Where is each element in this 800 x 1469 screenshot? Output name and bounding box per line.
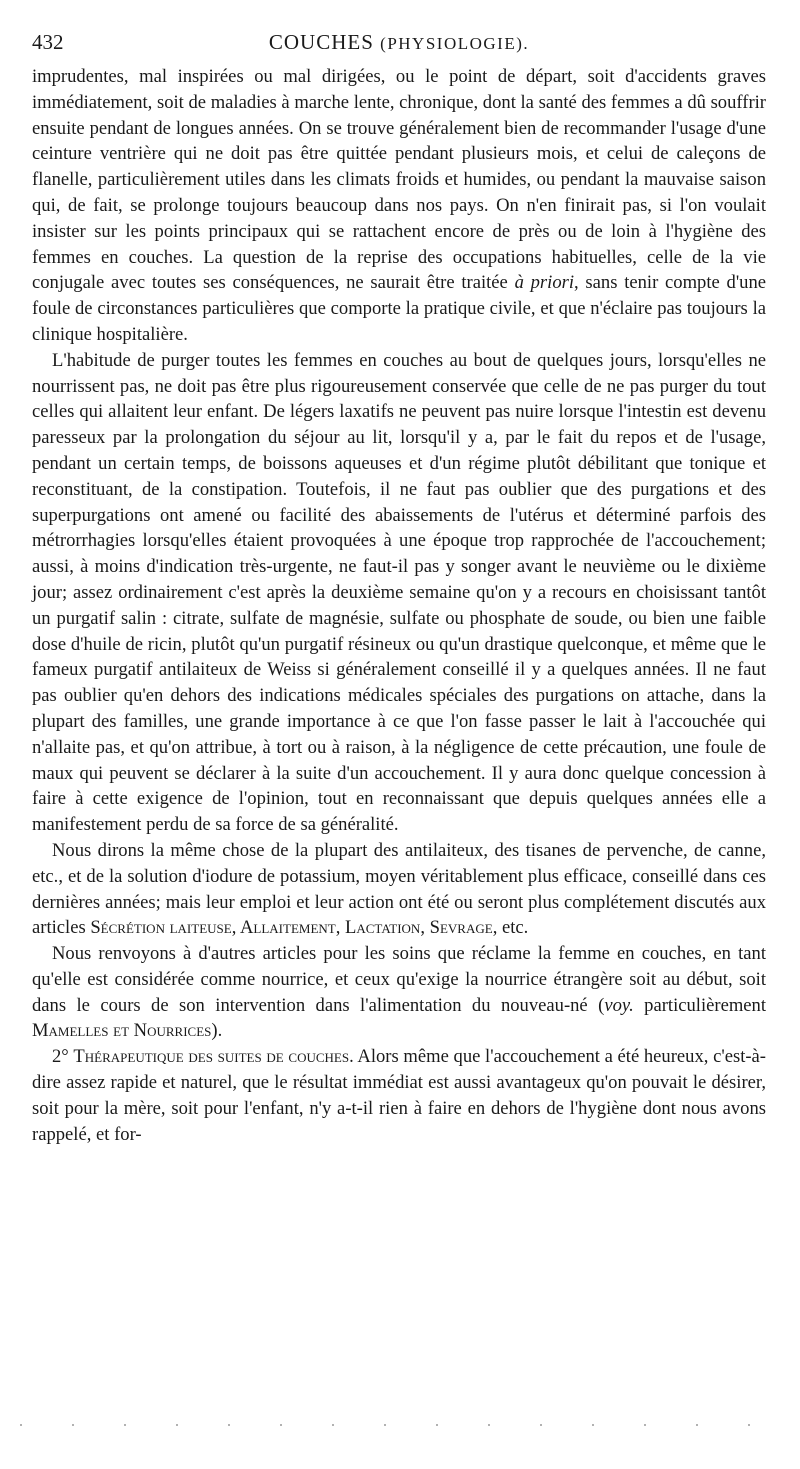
- page-header: [32, 28, 766, 58]
- italic-term: voy.: [604, 994, 634, 1016]
- paragraph-text: ).: [211, 1020, 223, 1042]
- paragraph-text: particulièrement: [633, 994, 767, 1016]
- page-number: 432: [32, 30, 64, 54]
- paragraph-text: L'habitude de purger toutes les femmes en couches au bout de quelques jours, lorsqu'elles ne nourrissent pas, ne doit pas être plus rigoureusement conservée que celle de ne pas purger du tout celles qui allaitent leur enfant. De légers laxatifs ne peuvent pas nuire lorsque l'intestin est devenu paresseux par la prolongation du séjour au lit, lorsqu'il y a, par le fait du repos et de l'usage, pendant un certain temps, de boissons aqueuses et d'un régime plutôt débilitant que tonique et reconstituant, de la constipation. Toutefois, il ne faut pas oublier que des purgations et des superpurgations ont amené ou facilité des abaissements de l'utérus et déterminé parfois des métrorrhagies lorsqu'elles étaient provoquées à une époque trop rapprochée de l'accouchement; aussi, à moins d'indication très-urgente, ne faut-il pas y songer avant le neuvième ou le dixième jour; assez ordinairement c'est après la deuxième semaine qu'on y a recours en choisissant tantôt un purgatif salin : citrate, sulfate de magnésie, sulfate ou phosphate de soude, ou bien une faible dose d'huile de ricin, plutôt qu'un purgatif résineux ou qu'un drastique quelconque, et même que le fameux purgatif antilaiteux de Weiss si généralement conseillé il y a quelques années. Il ne faut pas oublier qu'en dehors des indications médicales spéciales des purgations on attache, dans la plupart des familles, une grande importance à ce que l'on fasse passer le lait à l'accouchée qui n'allaite pas, et qu'on attribue, à tort ou à raison, à la négligence de cette précaution, une foule de maux qui peuvent se déclarer à la suite d'un accouchement. Il y aura donc quelque concession à faire à cette exigence de l'opinion, tout en reconnaissant que depuis quelques années elle a manifestement perdu de sa force de sa généralité.: [32, 349, 766, 836]
- running-title-sub: (PHYSIOLOGIE).: [380, 34, 530, 53]
- italic-term: à priori: [514, 272, 575, 294]
- cross-reference: Mamelles et Nourrices: [32, 1020, 212, 1042]
- running-title-main: COUCHES: [268, 30, 374, 54]
- paragraph-purgation: [32, 348, 766, 838]
- section-number: 2°: [52, 1046, 69, 1068]
- paragraph-nourrice: [32, 941, 766, 1044]
- paragraph-text: , etc.: [492, 917, 529, 939]
- paragraph-text: Nous dirons la même chose de la plupart des antilaiteux, des tisanes de pervenche, de canne, etc., et de la solution d'iodure de potassium, moyen véritablement plus efficace, conseillé dans ces dernières années; mais leur emploi et leur action ont été ou seront plus complétement discutés aux articles: [32, 839, 766, 939]
- section-heading: Thérapeutique des suites de couches.: [73, 1046, 354, 1068]
- cross-reference: Sécrétion laiteuse, Allaitement, Lactation, Sevrage: [90, 917, 493, 939]
- running-title: [32, 28, 766, 58]
- paragraph-antilaiteux: [32, 838, 766, 941]
- paragraph-therapeutique: [32, 1044, 766, 1147]
- book-page: [32, 28, 766, 1147]
- body-text: [32, 64, 766, 1147]
- paragraph-text: Nous renvoyons à d'autres articles pour les soins que réclame la femme en couches, en tant qu'elle est considérée comme nourrice, et ceux qu'exige la nourrice étrangère soit au début, soit dans le cours de son intervention dans l'alimentation du nouveau-né (: [32, 943, 766, 1016]
- paragraph-text: imprudentes, mal inspirées ou mal dirigées, ou le point de départ, soit d'accidents graves immédiatement, soit de maladies à marche lente, chronique, dont la santé des femmes a dû souffrir ensuite pendant de longues années. On se trouve généralement bien de recommander l'usage d'une ceinture ventrière qui ne doit pas être quittée pendant plusieurs mois, et celui de caleçons de flanelle, particulièrement utiles dans les climats froids et humides, ou pendant la mauvaise saison qui, de fait, se prolonge toujours beaucoup dans nos pays. On n'en finirait pas, si l'on voulait insister sur les points principaux qui se rattachent encore de près ou de loin à l'hygiène des femmes en couches. La question de la reprise des occupations habituelles, celle de la vie conjugale avec toutes ses conséquences, ne saurait être traitée: [32, 66, 766, 294]
- paragraph-text: Alors même que l'accouchement a été heureux, c'est-à-dire assez rapide et naturel, que le résultat immédiat est aussi avantageux qu'on pouvait le désirer, soit pour la mère, soit pour l'enfant, n'y a-t-il rien à faire en dehors de l'hygiène dont nous avons rappelé, et for-: [32, 1046, 766, 1145]
- scan-speckle-row: [0, 1420, 800, 1432]
- paragraph-hygiene: [32, 64, 766, 348]
- paragraph-text: , sans tenir compte d'une foule de circonstances particulières que comporte la pratique civile, et que n'éclaire pas toujours la clinique hospitalière.: [32, 272, 767, 345]
